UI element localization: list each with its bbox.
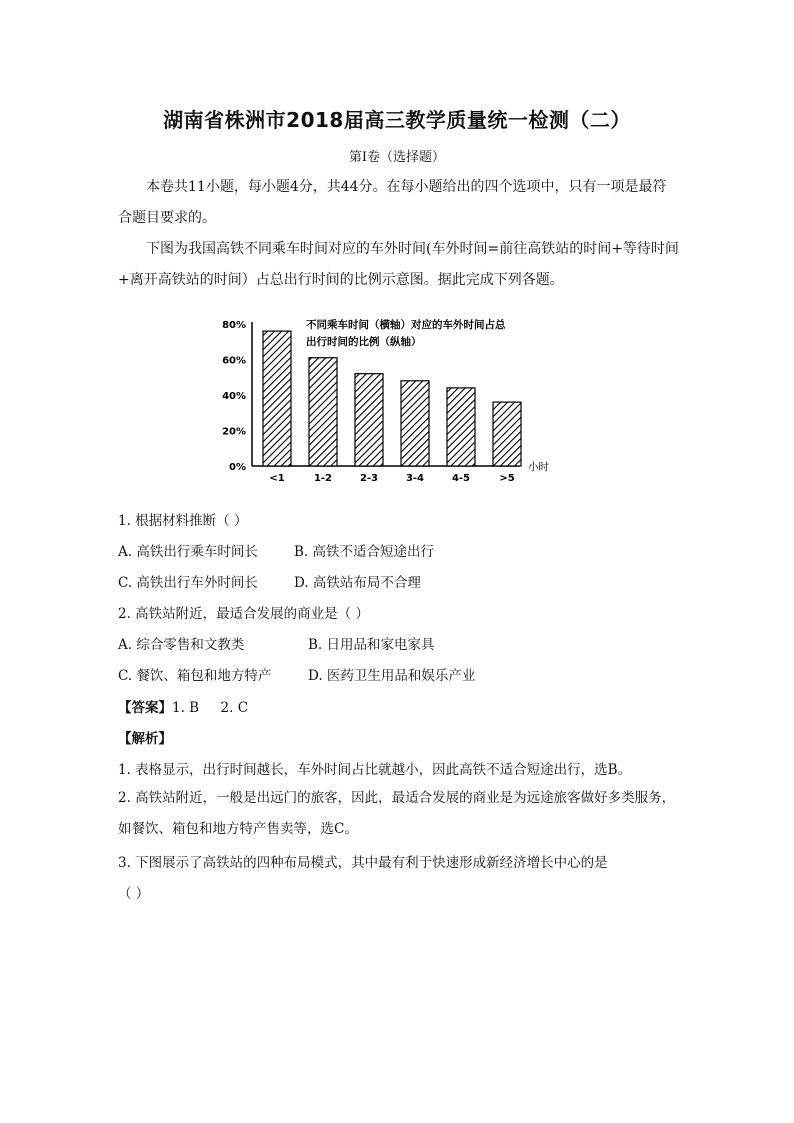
bar [309,358,337,466]
bar [355,374,383,466]
bar [401,381,429,466]
y-tick-label: 0% [229,462,246,473]
explanation-1: 1. 表格显示，出行时间越长，车外时间占比就越小，因此高铁不适合短途出行，选B。 [118,762,632,778]
bar [447,388,475,466]
bar [493,402,521,466]
x-tick-label: >5 [499,473,515,484]
y-tick-label: 80% [222,320,246,331]
x-tick-label: 3-4 [405,473,425,484]
section-subtitle: 第Ⅰ卷（选择题） [348,150,446,165]
chart-title-line-2: 出行时间的比例（纵轴） [306,336,422,348]
bar-chart [0,308,794,488]
question-3-bracket: （ ） [118,886,150,902]
x-axis-unit: 小时 [528,461,549,473]
question-1-option-c: C. 高铁出行车外时间长 [118,575,258,591]
page-title: 湖南省株洲市2018届高三教学质量统一检测（二） [163,108,631,132]
analysis-label: 【解析】 [118,731,172,747]
y-tick-label: 40% [222,391,246,402]
x-tick-label: 2-3 [359,473,379,484]
question-2-option-b: B. 日用品和家电家具 [308,637,435,653]
question-3-stem: 3. 下图展示了高铁站的四种布局模式，其中最有利于快速形成新经济增长中心的是 [118,855,608,871]
question-1-option-a: A. 高铁出行乘车时间长 [118,544,258,560]
question-2-option-c: C. 餐饮、箱包和地方特产 [118,668,272,684]
answer-label: 【答案】 [118,700,172,716]
answer-line [118,696,248,716]
x-tick-label: 1-2 [313,473,333,484]
bar [263,331,291,466]
question-2-stem: 2. 高铁站附近，最适合发展的商业是（ ） [118,606,369,622]
y-tick-label: 60% [222,355,246,367]
question-2-option-a: A. 综合零售和文教类 [118,637,245,653]
intro-paragraph: 本卷共11小题，每小题4分，共44分。在每小题给出的四个选项中，只有一项是最符合题目要求的。 [118,179,667,226]
chart-title-line-1: 不同乘车时间（横轴）对应的车外时间占总 [306,319,506,331]
x-tick-label: 4-5 [451,473,471,484]
answer-text: 1. B 2. C [172,700,249,716]
question-1-option-d: D. 高铁站布局不合理 [294,575,421,591]
y-tick-label: 20% [222,426,246,438]
question-1-stem: 1. 根据材料推断（ ） [118,513,248,529]
x-tick-label: <1 [269,473,285,484]
explanation-2: 2. 高铁站附近，一般是出远门的旅客，因此，最适合发展的商业是为远途旅客做好多类服务，如餐饮、箱包和地方特产售卖等，选C。 [118,790,676,837]
question-2-option-d: D. 医药卫生用品和娱乐产业 [308,668,476,684]
question-1-option-b: B. 高铁不适合短途出行 [294,544,435,560]
chart-intro-paragraph: 下图为我国高铁不同乘车时间对应的车外时间(车外时间=前往高铁站的时间+等待时间+离开高铁站的时间）占总出行时间的比例示意图。据此完成下列各题。 [118,241,679,288]
